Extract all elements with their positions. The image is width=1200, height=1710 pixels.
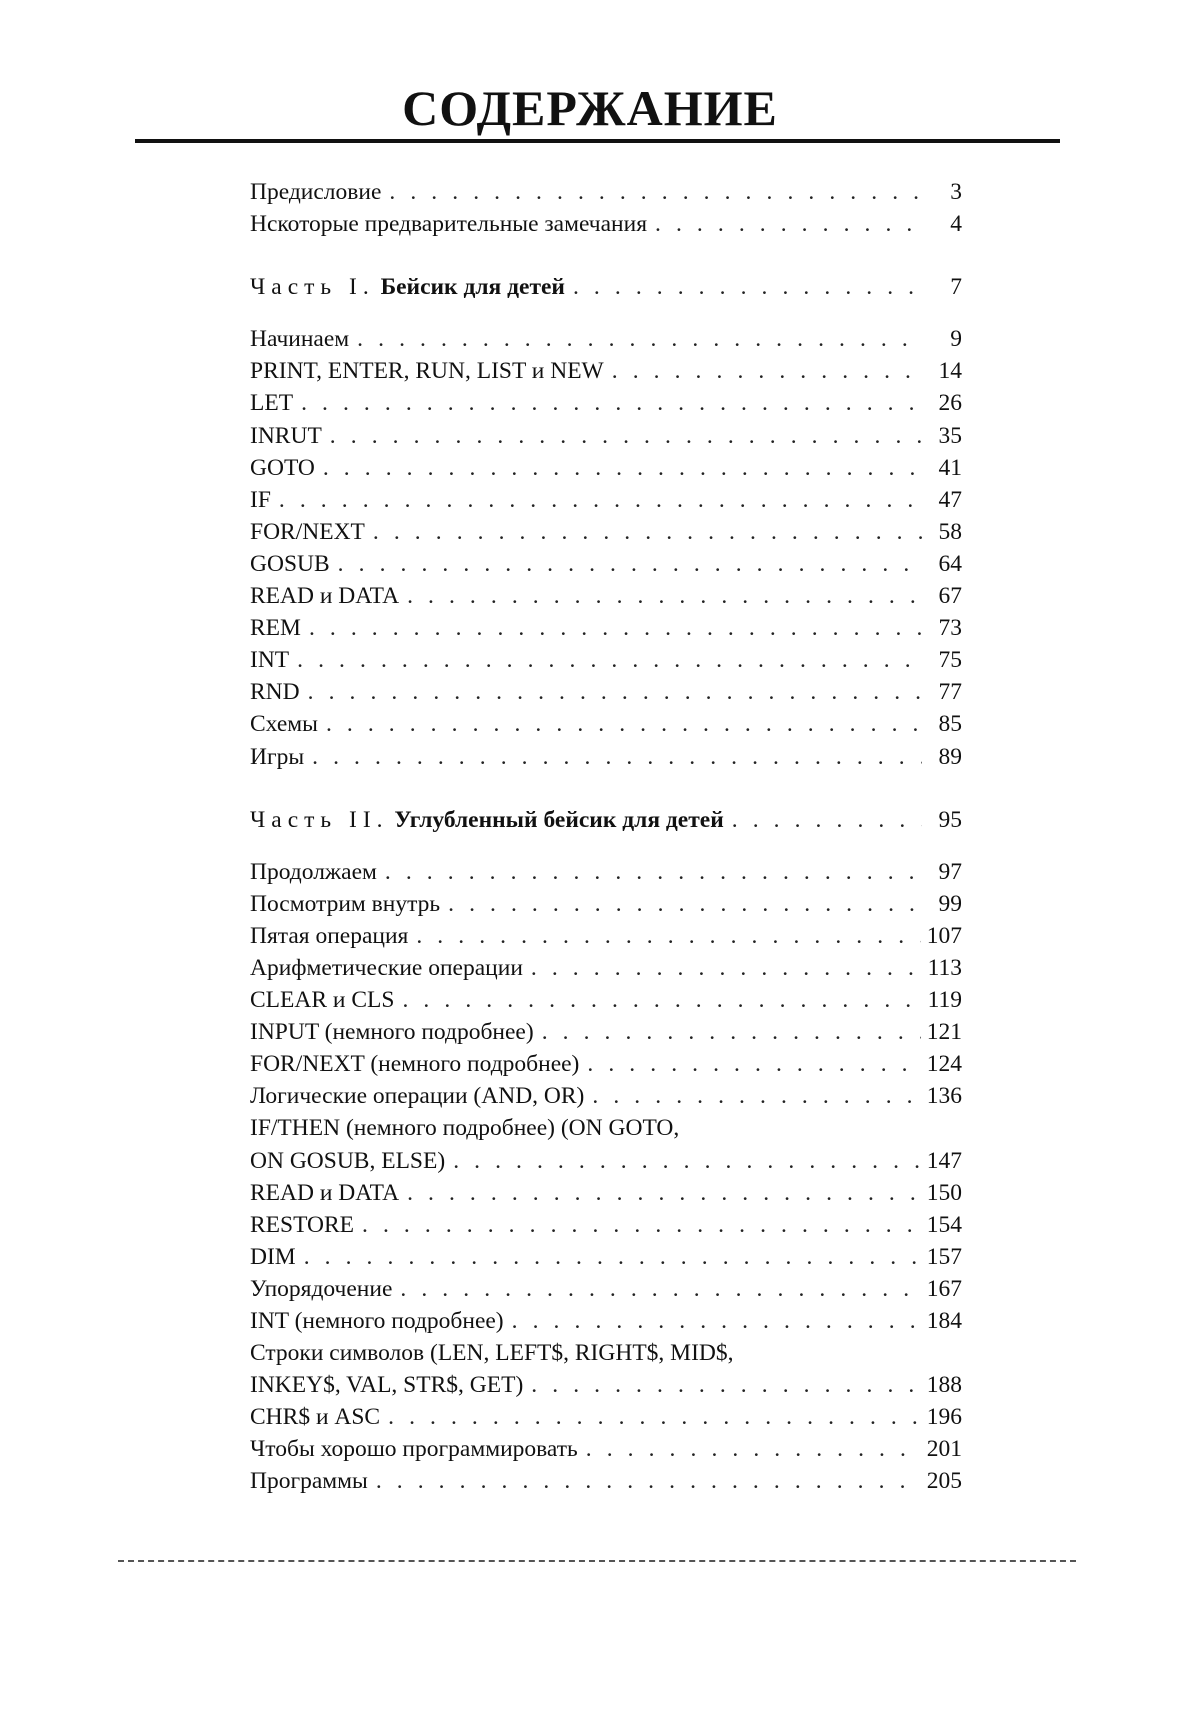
toc-entry (250, 1016, 962, 1048)
toc-entry-label: Игры (250, 743, 305, 770)
toc-entry (250, 708, 962, 740)
toc-entry-label: Арифметические операции (250, 954, 523, 981)
toc-entry-page: 196 (926, 1404, 962, 1431)
toc-entry (250, 952, 962, 984)
toc-entry (250, 484, 962, 516)
dot-leader (573, 271, 922, 303)
dot-leader (373, 516, 922, 548)
toc-entry-label: GOSUB (250, 550, 330, 577)
dot-leader (448, 888, 922, 920)
dot-leader (357, 323, 922, 355)
toc-entry (250, 1369, 962, 1401)
dot-leader (326, 708, 922, 740)
dot-leader (592, 1080, 920, 1112)
toc-entry-page: 14 (938, 358, 962, 385)
toc-entry (250, 452, 962, 484)
toc-entry (250, 548, 962, 580)
toc-entry (250, 1080, 962, 1112)
toc-entry (250, 1145, 962, 1177)
toc-entry-label: FOR/NEXT (250, 518, 365, 545)
part-title: Бейсик для детей (380, 274, 565, 301)
dot-leader (612, 355, 922, 387)
toc-entry (250, 176, 962, 208)
toc-entry-label: Начинаем (250, 326, 350, 353)
toc-entry-label: IF/THEN (немного подробнее) (ON GOTO, (250, 1115, 680, 1142)
dot-leader (531, 1369, 920, 1401)
toc-entry-page: 184 (926, 1308, 962, 1334)
toc-entry-label: Нскоторые предварительные замечания (250, 211, 648, 238)
toc-entry-page: 95 (938, 806, 962, 833)
dot-leader (301, 387, 922, 419)
toc-entry-page: 154 (926, 1211, 962, 1238)
toc-entry-label: Предисловие (250, 179, 382, 205)
dot-leader (376, 1465, 921, 1497)
toc-entry (250, 856, 962, 888)
toc-entry-label: CHR$ и ASC (250, 1404, 381, 1431)
dot-leader (542, 1016, 921, 1048)
toc-entry-page: 7 (950, 274, 962, 301)
toc-entry-label: Упорядочение (250, 1275, 393, 1302)
title-rule (135, 139, 1060, 143)
toc-entry-label: READ и DATA (250, 583, 400, 610)
toc-entry (250, 1177, 962, 1209)
dot-leader (531, 952, 922, 984)
toc-entry-label: RESTORE (250, 1211, 355, 1238)
toc-entry-page: 201 (926, 1436, 962, 1463)
toc-entry-label: INRUT (250, 422, 322, 449)
toc-part-heading (250, 804, 962, 836)
toc-entry-page: 97 (938, 858, 962, 885)
toc-entry (250, 1241, 962, 1273)
dot-leader (407, 1177, 921, 1209)
toc-entry (250, 1337, 962, 1369)
toc-entry-page: 167 (926, 1275, 962, 1302)
dot-leader (388, 1401, 921, 1433)
dot-leader (400, 1273, 920, 1305)
toc-entry (250, 984, 962, 1016)
toc-entry-label: INPUT (немного подробнее) (250, 1019, 534, 1046)
toc-entry-page: 157 (926, 1243, 962, 1270)
toc-entry (250, 741, 962, 773)
toc-entry-page: 85 (938, 711, 962, 738)
toc-entry-page: 4 (950, 211, 962, 238)
toc-entry (250, 387, 962, 419)
toc-entry-label: INT (250, 647, 290, 674)
toc-entry-page: 9 (950, 326, 962, 353)
toc-entry-label: INKEY$, VAL, STR$, GET) (250, 1372, 524, 1399)
toc-entry-page: 205 (926, 1468, 962, 1495)
toc-entry (250, 1401, 962, 1433)
dot-leader (308, 676, 922, 708)
dot-leader (407, 580, 922, 612)
toc-entry (250, 1048, 962, 1080)
toc-entry-label: CLEAR и CLS (250, 987, 395, 1014)
page-title: СОДЕРЖАНИЕ (402, 80, 778, 136)
toc-entry-page: 35 (938, 422, 962, 449)
dot-leader (323, 452, 922, 484)
toc-entry (250, 208, 962, 240)
toc-entry-page: 75 (938, 647, 962, 674)
toc-entry (250, 644, 962, 676)
toc-entry (250, 1465, 962, 1497)
dot-leader (416, 920, 920, 952)
part-heading-label (250, 271, 565, 303)
part-title: Углубленный бейсик для детей (394, 806, 724, 833)
toc-entry (250, 355, 962, 387)
toc-entry-page: 188 (926, 1372, 962, 1399)
toc-entry-page: 77 (938, 679, 962, 706)
dot-leader (279, 484, 922, 516)
dot-leader (297, 644, 922, 676)
dot-leader (453, 1145, 921, 1177)
toc-entry-page: 121 (926, 1019, 962, 1046)
toc-entry-label: DIM (250, 1243, 296, 1270)
dot-leader (385, 856, 922, 888)
toc-entry (250, 676, 962, 708)
toc-entry (250, 516, 962, 548)
dot-leader (586, 1433, 921, 1465)
dot-leader (512, 1305, 921, 1337)
toc-entry-page: 107 (926, 922, 962, 949)
dot-leader (402, 984, 921, 1016)
toc-entry (250, 612, 962, 644)
footer-rule (118, 1560, 1076, 1562)
toc-entry-page: 99 (938, 890, 962, 917)
toc-entry-page: 136 (926, 1083, 962, 1110)
toc-entry-label: Посмотрим внутрь (250, 890, 441, 917)
dot-leader (330, 420, 922, 452)
toc-entry-label: RND (250, 679, 300, 706)
toc-entry (250, 580, 962, 612)
part-1-entries (250, 323, 962, 772)
dot-leader (312, 741, 922, 773)
toc-entry-page: 73 (938, 615, 962, 642)
dot-leader (655, 208, 922, 240)
toc-entry-page: 119 (927, 987, 962, 1014)
toc-entry (250, 920, 962, 952)
part-heading-label (250, 804, 724, 836)
toc-entry-label: Продолжаем (250, 858, 377, 885)
toc-entry-page: 89 (938, 743, 962, 770)
toc-entry-label: Логические операции (AND, OR) (250, 1083, 585, 1110)
part-number: Часть I. (250, 274, 375, 301)
toc-entry-label: REM (250, 615, 301, 642)
toc-entry (250, 1112, 962, 1144)
toc-entry-label: Чтобы хорошо программировать (250, 1436, 578, 1463)
toc-part-heading (250, 271, 962, 303)
toc-entry-label: ON GOSUB, ELSE) (250, 1147, 446, 1174)
dot-leader (304, 1241, 921, 1273)
toc-entry (250, 1209, 962, 1241)
toc-entry-label: READ и DATA (250, 1179, 400, 1206)
toc-entry-page: 41 (938, 454, 962, 481)
toc-entry-label: PRINT, ENTER, RUN, LIST и NEW (250, 358, 604, 385)
toc-entry-label: Пятая операция (250, 922, 409, 949)
toc-entry (250, 1433, 962, 1465)
toc-entry (250, 420, 962, 452)
toc-entry-label: INT (немного подробнее) (250, 1308, 504, 1334)
toc-entry-label: GOTO (250, 454, 315, 481)
toc-entry (250, 1305, 962, 1337)
part-number: Часть II. (250, 806, 389, 833)
toc-entry-page: 67 (938, 583, 962, 610)
toc-entry-label: LET (250, 390, 294, 417)
toc-entry-page: 58 (938, 518, 962, 545)
dot-leader (309, 612, 922, 644)
part-2-entries (250, 856, 962, 1498)
toc-entry-page: 150 (926, 1179, 962, 1206)
dot-leader (389, 176, 922, 208)
toc-entry-page: 26 (938, 390, 962, 417)
toc-entry-label: IF (250, 486, 271, 513)
toc-entry (250, 1273, 962, 1305)
dot-leader (732, 804, 922, 836)
table-of-contents (250, 176, 962, 1498)
toc-entry-label: FOR/NEXT (немного подробнее) (250, 1051, 580, 1078)
toc-entry (250, 888, 962, 920)
toc-entry-page: 147 (926, 1147, 962, 1174)
dot-leader (338, 548, 922, 580)
dot-leader (362, 1209, 921, 1241)
dot-leader (587, 1048, 920, 1080)
toc-entry-label: Программы (250, 1468, 368, 1495)
toc-entry-page: 47 (938, 486, 962, 513)
toc-entry-page: 64 (938, 550, 962, 577)
toc-entry-page: 113 (927, 954, 962, 981)
toc-entry-label: Схемы (250, 711, 318, 738)
toc-entry-page: 3 (950, 179, 962, 205)
toc-entry (250, 323, 962, 355)
toc-entry-label: Строки символов (LEN, LEFT$, RIGHT$, MID$, (250, 1340, 734, 1367)
toc-entry-page: 124 (926, 1051, 962, 1078)
